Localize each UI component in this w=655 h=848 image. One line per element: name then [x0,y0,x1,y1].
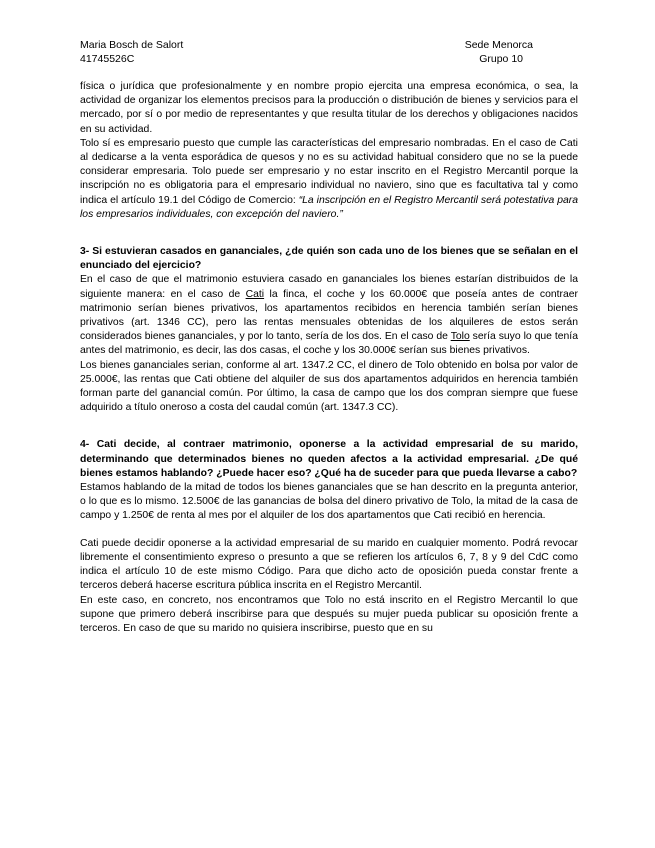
grupo-label: Grupo 10 [479,53,523,65]
codigo-comercio-quote: “La inscripción en el Registro Mercantil será potestativa para los empresarios individuales, con excepción del naviero.” [80,194,578,220]
question-4-paragraph-2: Cati puede decidir oponerse a la actividad empresarial de su marido en cualquier momento. Podrá revocar libremente el consentimiento expreso o presunto a que se refieren los artículos 6, 7, 8 y 9 del CdC como indica el artículo 10 de este mismo Código. Para que dicho acto de oposición pueda constar frente a terceros deberá hacerse escritura pública inscrita en el Registro Mercantil. [80,537,578,592]
question-4-paragraph-3: En este caso, en concreto, nos encontramos que Tolo no está inscrito en el Registro Mercantil lo que supone que primero deberá inscribirse para que después su mujer pueda publicar su oposición frente a terceros. En caso de que su marido no quisiera inscribirse, puesto que en su [80,594,578,634]
question-3-heading: 3- Si estuvieran casados en gananciales, ¿de quién son cada uno de los bienes que se señalan en el enunciado del ejercicio? [80,246,578,272]
page-header [80,38,575,66]
document-body [80,80,578,636]
question-4-heading: 4- Cati decide, al contraer matrimonio, oponerse a la actividad empresarial de su marido, determinando que determinados bienes no queden afectos a la actividad empresarial. ¿De qué bienes estamos hablando? ¿Puede hacer eso? ¿Qué ha de suceder para que pueda llevarse a cabo? [80,439,578,479]
student-id: 41745526C [80,53,135,65]
paragraph-empresario-definition: física o jurídica que profesionalmente y en nombre propio ejercita una empresa económica, o sea, la actividad de organizar los elementos precisos para la producción o distribución de bienes y servicios para el mercado, por sí o por medio de representantes y que resulta titular de los derechos y obligaciones nacidos en su actividad. [80,81,578,135]
question-3-paragraph-2: Los bienes gananciales serian, conforme al art. 1347.2 CC, el dinero de Tolo obtenido en bolsa por valor de 25.000€, las rentas que Cati obtiene del alquiler de sus dos apartamentos adquiridos en herencia también forman parte del ganancial común. Por último, la casa de campo que los dos compran siempre que fuese adquirido a título oneroso a costa del caudal común (art. 1347.3 CC). [80,359,578,414]
paragraph-tolo-empresario: Tolo sí es empresario puesto que cumple las características del empresario nombradas. En el caso de Cati al dedicarse a la venta esporádica de quesos y no es su actividad habitual considero que no se la puede considerar empresaria. Tolo puede ser empresario y no estar inscrito en el Registro Mercantil porque la inscripción no es obligatoria para el empresario individual no naviero, sino que es facultativa tal y como indica el artículo 19.1 del Código de Comercio: “La inscripción en el Registro Mercantil será potestativa para los empresarios individuales, con excepción del naviero.” [80,137,578,220]
question-4-paragraph-1: Estamos hablando de la mitad de todos los bienes gananciales que se han descrito en la pregunta anterior, o lo que es lo mismo. 12.500€ de las ganancias de bolsa del dinero privativo de Tolo, la mitad de la casa de campo y 1.250€ de renta al mes por el alquiler de los dos apartamentos que Cati recibió en herencia. [80,482,578,522]
question-3-paragraph-1: En el caso de que el matrimonio estuviera casado en gananciales los bienes estarían distribuidos de la siguiente manera: en el caso de Cati la finca, el coche y los 60.000€ que poseía antes de contraer matrimonio serían bienes privativos, los apartamentos recibidos en herencia también serían bienes privativos (art. 1346 CC), pero las rentas mensuales obtenidas de los alquileres de estos serán considerados bienes gananciales, y por lo tanto, sería de los dos. En el caso de Tolo sería suyo lo que tenía antes del matrimonio, es decir, las dos casas, el coche y los 30.000€ serían sus bienes privativos. [80,274,578,357]
author-name: Maria Bosch de Salort [80,39,184,51]
sede-label: Sede Menorca [464,39,533,51]
